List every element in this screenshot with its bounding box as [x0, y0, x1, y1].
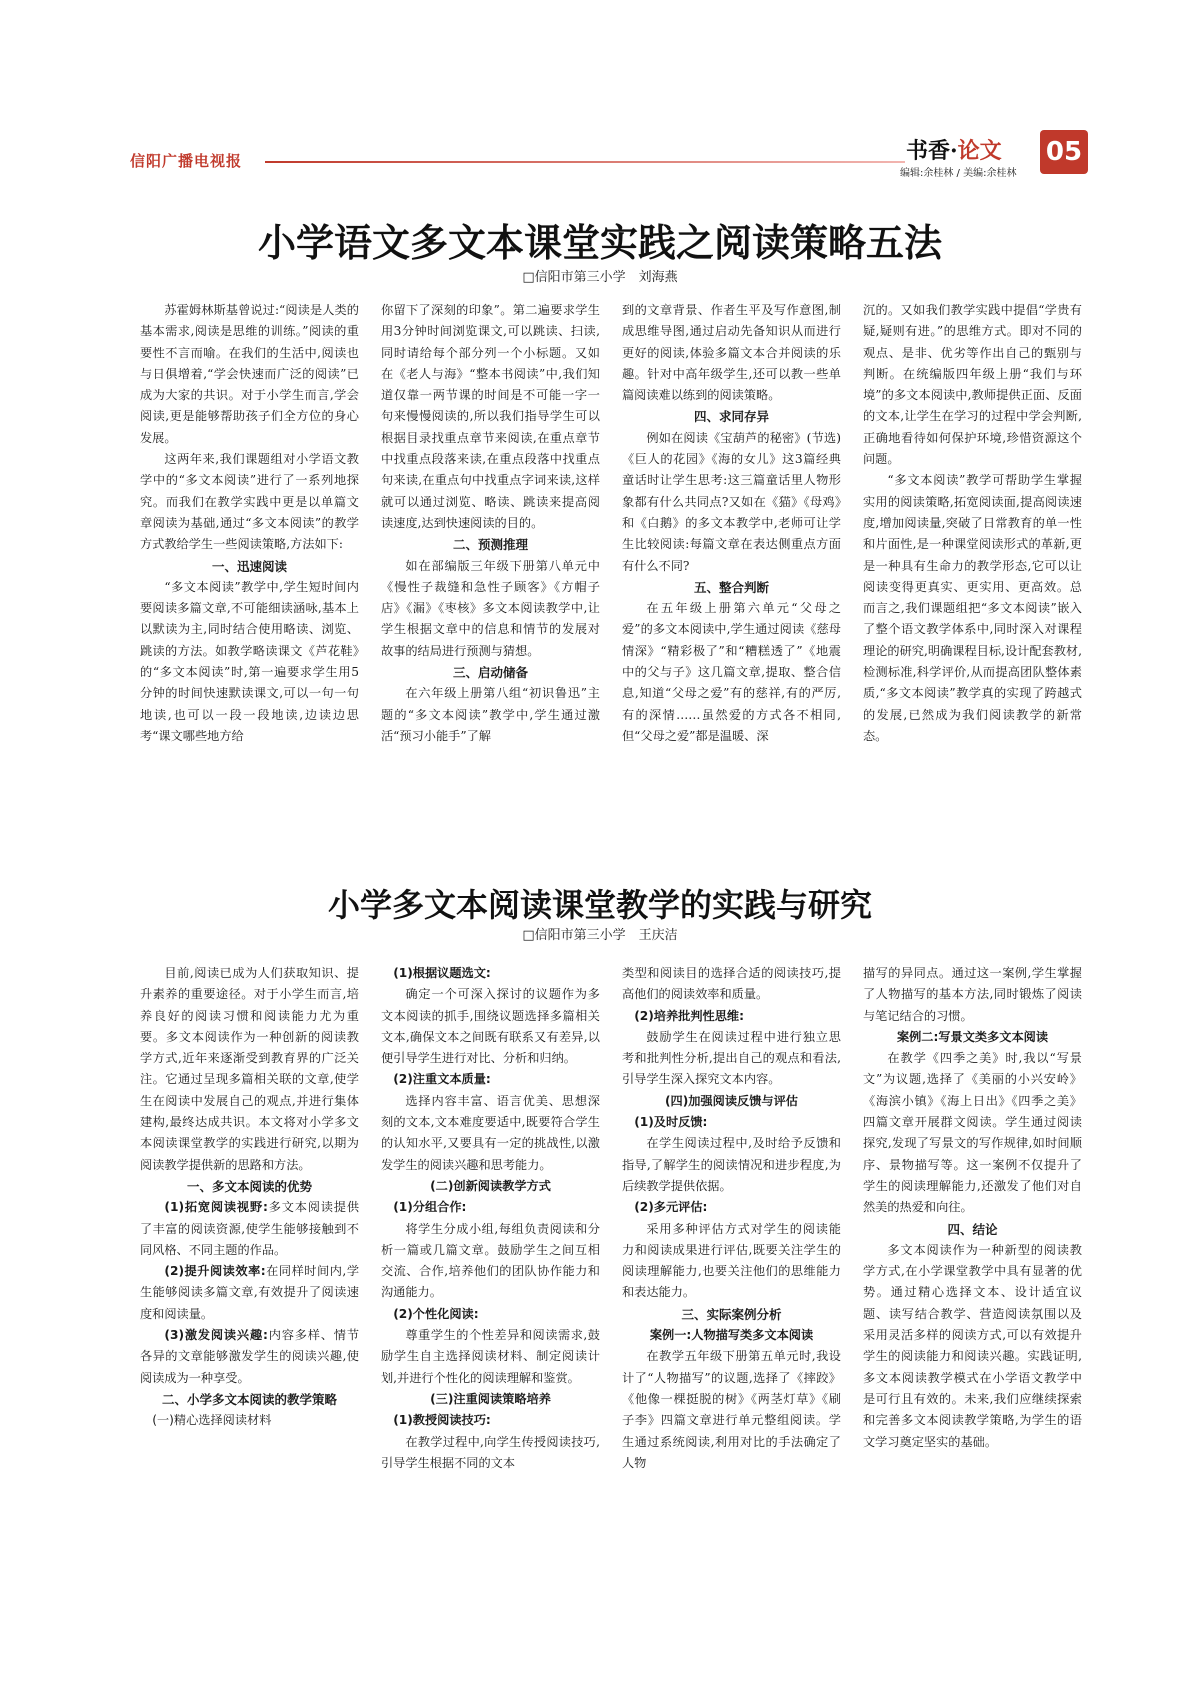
subsection-heading: (三)注重阅读策略培养	[430, 1391, 551, 1406]
paragraph	[140, 1261, 359, 1325]
section-heading: 四、结论	[947, 1221, 998, 1237]
item-text: 在同样时间内,学生能够阅读多篇文章,有效提升了阅读速度和阅读量。	[140, 1264, 359, 1321]
article1-column-4	[863, 300, 1082, 840]
section-heading: 二、预测推理	[452, 537, 528, 553]
subsection-heading: (1)根据议题选文:	[393, 966, 491, 980]
paragraph: “多文本阅读”教学可帮助学生掌握实用的阅读策略,拓宽阅读面,提高阅读速度,增加阅读量,突破了日常教育的单一性和片面性,是一种课堂阅读形式的革新,更是一种具有生命力的教学形态,它可以让阅读变得更真实、更实用、更高效。总而言之,我们课题组把“多文本阅读”嵌入了整个语文教学体系中,同时深入对课程理论的研究,明确课程目标,设计配套教材,检测标准,科学评价,从而提高团队整体素质,“多文本阅读”教学真的实现了跨越式的发展,已然成为我们阅读教学的新常态。	[863, 473, 1082, 743]
paragraph: 在教学《四季之美》时,我以“写景文”为议题,选择了《美丽的小兴安岭》《海滨小镇》《海上日出》《四季之美》四篇文章开展群文阅读。学生通过阅读探究,发现了写景文的写作规律,如时间顺序、景物描写等。这一案例不仅提升了学生的阅读理解能力,还激发了他们对自然美的热爱和向往。	[863, 1051, 1082, 1215]
paragraph: 确定一个可深入探讨的议题作为多文本阅读的抓手,围绕议题选择多篇相关文本,确保文本之间既有联系又有差异,以便引导学生进行对比、分析和归纳。	[381, 987, 600, 1066]
subsection-heading: (1)教授阅读技巧:	[393, 1413, 491, 1428]
item-text: 内容多样、情节各异的文章能够激发学生的阅读兴趣,使阅读成为一种享受。	[140, 1328, 359, 1385]
subsection-heading: (2)注重文本质量:	[393, 1072, 491, 1087]
section-title	[906, 134, 1002, 165]
section-heading: 五、整合判断	[693, 579, 769, 595]
article2-column-4	[863, 963, 1082, 1563]
paragraph: 多文本阅读作为一种新型的阅读教学方式,在小学课堂教学中具有显著的优势。通过精心选择文本、设计适宜议题、读写结合教学、营造阅读氛围以及采用灵活多样的阅读方式,可以有效提升学生的阅读能力和阅读兴趣。实践证明,多文本阅读教学模式在小学语文教学中是可行且有效的。未来,我们应继续探索和完善多文本阅读教学策略,为学生的语文学习奠定坚实的基础。	[863, 1242, 1082, 1449]
section-title-part2: 论文	[957, 138, 1002, 164]
paragraph: 这两年来,我们课题组对小学语文教学中的“多文本阅读”进行了一系列地探究。而我们在教学实践中更是以单篇文章阅读为基础,通过“多文本阅读”的教学方式教给学生一些阅读策略,方法如下:	[140, 452, 359, 552]
paragraph: 将学生分成小组,每组负责阅读和分析一篇或几篇文章。鼓励学生之间互相交流、合作,培养他们的团队协作能力和沟通能力。	[381, 1221, 600, 1300]
paragraph: 采用多种评估方式对学生的阅读能力和阅读成果进行评估,既要关注学生的阅读理解能力,也要关注他们的思维能力和表达能力。	[622, 1221, 841, 1300]
article1-body	[140, 300, 1082, 840]
section-heading: 三、实际案例分析	[681, 1306, 782, 1322]
paragraph: 到的文章背景、作者生平及写作意图,制成思维导图,通过启动先备知识从而进行更好的阅读,体验多篇文本合并阅读的乐趣。针对中高年级学生,还可以教一些单篇阅读难以练到的阅读策略。	[622, 303, 841, 403]
paragraph: 描写的异同点。通过这一案例,学生掌握了人物描写的基本方法,同时锻炼了阅读与笔记结合的习惯。	[863, 966, 1082, 1023]
article1-column-1	[140, 300, 359, 840]
article2-column-3	[622, 963, 841, 1563]
newspaper-name: 信阳广播电视报	[130, 152, 243, 170]
paragraph: 尊重学生的个性差异和阅读需求,鼓励学生自主选择阅读材料、制定阅读计划,并进行个性化的阅读理解和鉴赏。	[381, 1328, 600, 1385]
paragraph: 在教学过程中,向学生传授阅读技巧,引导学生根据不同的文本	[381, 1434, 600, 1470]
case-heading: 案例一:人物描写类多文本阅读	[649, 1328, 814, 1343]
paragraph: 在教学五年级下册第五单元时,我设计了“人物描写”的议题,选择了《摔跤》《他像一棵挺脱的树》《两茎灯草》《刷子李》四篇文章进行单元整组阅读。学生通过系统阅读,利用对比的手法确定了人物	[622, 1349, 841, 1470]
article1-title: 小学语文多文本课堂实践之阅读策略五法	[257, 221, 942, 265]
article2-column-1	[140, 963, 359, 1563]
subsection-heading: (一)精心选择阅读材料	[152, 1413, 272, 1428]
paragraph: 例如在阅读《宝葫芦的秘密》(节选)《巨人的花园》《海的女儿》这3篇经典童话时让学生思考:这三篇童话里人物形象都有什么共同点?又如在《猫》《母鸡》和《白鹅》的多文本教学中,老师可让学生比较阅读:每篇文章在表达侧重点方面有什么不同?	[622, 430, 841, 573]
masthead-rule	[265, 161, 905, 163]
section-heading: 四、求同存异	[693, 409, 769, 425]
paragraph: 选择内容丰富、语言优美、思想深刻的文本,文本难度要适中,既要符合学生的认知水平,又要具有一定的挑战性,以激发学生的阅读兴趣和思考能力。	[381, 1093, 600, 1172]
paragraph: 苏霍姆林斯基曾说过:“阅读是人类的基本需求,阅读是思维的训练。”阅读的重要性不言而喻。在我们的生活中,阅读也与日俱增着,“学会快速而广泛的阅读”已成为大家的共识。对于小学生而言,学会阅读,更是能够帮助孩子们全方位的身心发展。	[140, 303, 359, 445]
paragraph: 目前,阅读已成为人们获取知识、提升素养的重要途径。对于小学生而言,培养良好的阅读习惯和阅读能力尤为重要。多文本阅读作为一种创新的阅读教学方式,近年来逐渐受到教育界的广泛关注。它通过呈现多篇相关联的文章,使学生在阅读中发展自己的观点,并进行集体建构,最终达成共识。本文将对小学多文本阅读课堂教学的实践进行研究,以期为阅读教学提供新的思路和方法。	[140, 966, 359, 1172]
article2-title: 小学多文本阅读课堂教学的实践与研究	[327, 886, 872, 924]
item-label: (2)提升阅读效率:	[164, 1264, 266, 1279]
section-heading: 一、多文本阅读的优势	[186, 1178, 312, 1194]
subsection-heading: (2)多元评估:	[634, 1200, 708, 1215]
article1-byline: □信阳市第三小学 刘海燕	[522, 270, 678, 285]
paragraph: 如在部编版三年级下册第八单元中《慢性子裁缝和急性子顾客》《方帽子店》《漏》《枣核》多文本阅读教学中,让学生根据文章中的信息和情节的发展对故事的结局进行预测与猜想。	[381, 558, 600, 658]
paragraph: 沉的。又如我们教学实践中提倡“学贵有疑,疑则有进。”的思维方式。即对不同的观点、是非、优劣等作出自己的甄别与判断。在统编版四年级上册“我们与环境”的多文本阅读中,教师提供正面、反面的文本,让学生在学习的过程中学会判断,正确地看待如何保护环境,珍惜资源这个问题。	[863, 303, 1082, 467]
paragraph: 在学生阅读过程中,及时给予反馈和指导,了解学生的阅读情况和进步程度,为后续教学提供依据。	[622, 1136, 841, 1193]
article2-column-2	[381, 963, 600, 1563]
section-header	[900, 130, 1040, 180]
item-label: (3)激发阅读兴趣:	[164, 1328, 268, 1343]
subsection-heading: (1)及时反馈:	[634, 1115, 708, 1130]
paragraph: 你留下了深刻的印象”。第二遍要求学生用3分钟时间浏览课文,可以跳读、扫读,同时请给每个部分列一个小标题。又如在《老人与海》“整本书阅读”中,我们知道仅靠一两节课的时间是不可能一字一句来慢慢阅读的,所以我们指导学生可以根据目录找重点章节来阅读,在重点章节中找重点段落来读,在重点段落中找重点句来读,在重点句中找重点字词来读,这样就可以通过浏览、略读、跳读来提高阅读速度,达到快速阅读的目的。	[381, 303, 600, 530]
paragraph	[140, 1325, 359, 1389]
editors-credit: 编辑:余桂林 / 美编:余桂林	[900, 168, 1017, 179]
subsection-heading: (2)个性化阅读:	[393, 1306, 479, 1321]
paragraph: 在五年级上册第六单元“父母之爱”的多文本阅读中,学生通过阅读《慈母情深》“精彩极了”和“糟糕透了”《地震中的父与子》这几篇文章,提取、整合信息,知道“父母之爱”有的慈祥,有的严厉,有的深情……虽然爱的方式各不相同,但“父母之爱”都是温暖、深	[622, 601, 841, 743]
case-heading: 案例二:写景文类多文本阅读	[896, 1029, 1049, 1044]
article1-column-2	[381, 300, 600, 840]
article1-column-3	[622, 300, 841, 840]
subsection-heading: (四)加强阅读反馈与评估	[664, 1093, 798, 1108]
paragraph	[140, 1197, 359, 1261]
subsection-heading: (2)培养批判性思维:	[634, 1008, 744, 1023]
subsection-heading: (1)分组合作:	[393, 1200, 467, 1215]
paragraph: 鼓励学生在阅读过程中进行独立思考和批判性分析,提出自己的观点和看法,引导学生深入探究文本内容。	[622, 1029, 841, 1087]
section-heading: 二、小学多文本阅读的教学策略	[161, 1391, 337, 1407]
article2-byline: □信阳市第三小学 王庆洁	[522, 928, 678, 943]
section-heading: 三、启动储备	[452, 665, 528, 681]
page-number: 05	[1040, 130, 1088, 174]
section-heading: 一、迅速阅读	[211, 558, 287, 574]
paragraph: 在六年级上册第八组“初识鲁迅”主题的“多文本阅读”教学中,学生通过激活“预习小能手”了解	[381, 686, 600, 743]
paragraph: 类型和阅读目的选择合适的阅读技巧,提高他们的阅读效率和质量。	[622, 966, 841, 1002]
item-label: (1)拓宽阅读视野:	[164, 1200, 268, 1215]
paragraph: “多文本阅读”教学中,学生短时间内要阅读多篇文章,不可能细读涵咏,基本上以默读为主,同时结合使用略读、浏览、跳读的方法。如教学略读课文《芦花鞋》的“多文本阅读”时,第一遍要求学生用5分钟的时间快速默读课文,可以一句一句地读,也可以一段一段地读,边读边思考“课文哪些地方给	[140, 579, 359, 743]
item-text: 多文本阅读提供了丰富的阅读资源,使学生能够接触到不同风格、不同主题的作品。	[140, 1200, 359, 1257]
subsection-heading: (二)创新阅读教学方式	[430, 1178, 551, 1193]
section-title-part1: 书香·	[906, 138, 958, 164]
article2-body	[140, 963, 1082, 1563]
